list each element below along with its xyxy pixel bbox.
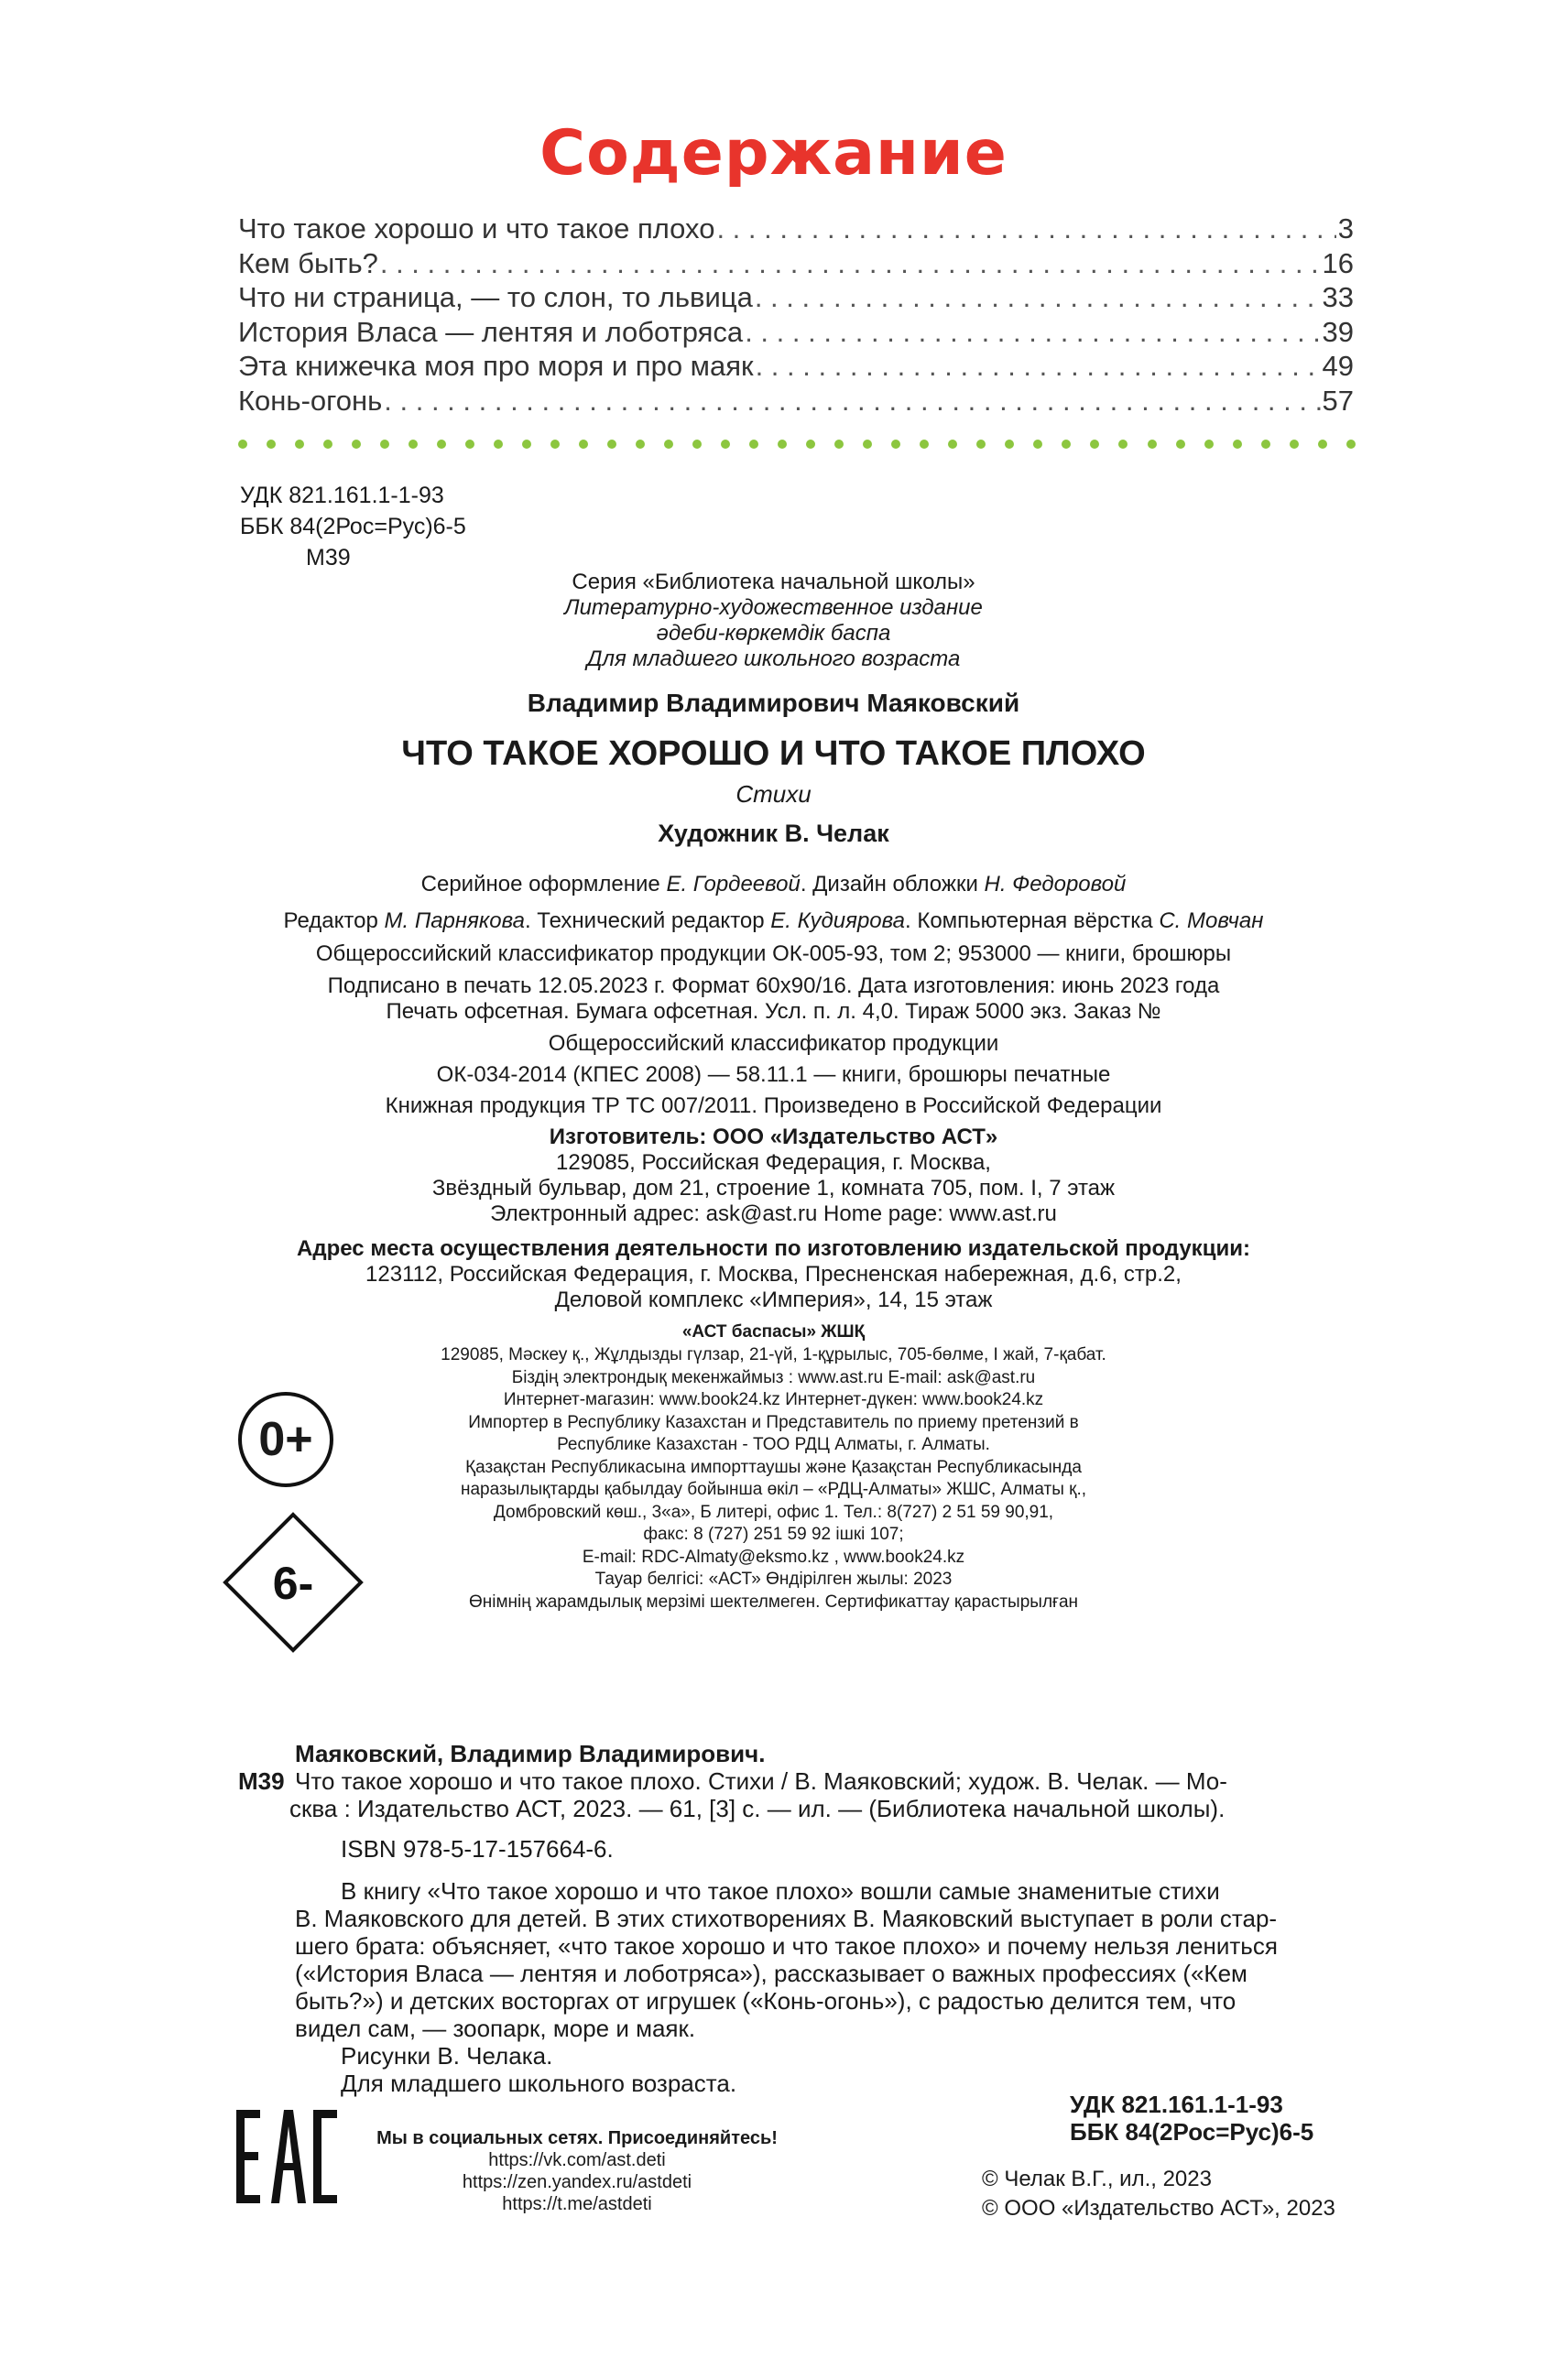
genre-line: Литературно-художественное издание: [564, 595, 983, 620]
toc-entry-page: 33: [1322, 281, 1354, 313]
green-dot: [1062, 440, 1071, 449]
social-link-telegram[interactable]: https://t.me/astdeti: [502, 2194, 652, 2214]
bbk-code: ББК 84(2Рос=Рус)6-5: [240, 514, 466, 539]
toc-entry-title: История Власа — лентяя и лоботряса: [238, 315, 744, 348]
toc-entry[interactable]: [238, 247, 1354, 282]
toc-entry-page: 39: [1322, 315, 1354, 348]
author-name: Владимир Владимирович Маяковский: [527, 689, 1020, 717]
bib-mark: М39: [238, 1767, 285, 1795]
age-rating-6-badge: [222, 1511, 365, 1654]
green-dot: [352, 440, 361, 449]
green-dot: [1318, 440, 1327, 449]
green-dot: [976, 440, 986, 449]
green-dot: [550, 440, 560, 449]
toc-entry[interactable]: [238, 212, 1354, 247]
kz-publisher-details: 129085, Мәскеу қ., Жұлдызды гүлзар, 21-үй, 1-құрылыс, 705-бөлме, I жай, 7-қабат. Біздің электрондық мекенжаймыз : www.ast.ru E-mail: ask@ast.ru Интернет-магазин: www.book24.kz Интернет-дүкен: www.book24.kz Импортер в Республику Казахстан и Представитель по приему претензий в Республике Казахстан - ТОО РДЦ Алматы, г. Алматы. Қазақстан Республикасына импорттаушы және Қазақстан Республикасында наразылықтарды қабылдау бойынша өкіл – «РДЦ-Алматы» ЖШС, Алматы қ., Домбровский көш., 3«а», Б литері, офис 1. Тел.: 8(727) 2 51 59 90,91, факс: 8 (727) 251 59 92 ішкі 107; E-mail: RDC-Almaty@eksmo.kz , www.book24.kz Тауар белгісі: «АСТ» Өндірілген жылы: 2023 Өнімнің жарамдылық мерзімі шектелмеген. Сертификаттау қарастырылған: [441, 1345, 1106, 1612]
social-link-vk[interactable]: https://vk.com/ast.deti: [488, 2150, 666, 2170]
manufacturer-head: Изготовитель: ООО «Издательство АСТ»: [549, 1125, 998, 1149]
classifier-details: Общероссийский классификатор продукции ОК-034-2014 (КПЕС 2008) — 58.11.1 — книги, брошюры печатные Книжная продукция ТР ТС 007/2011. Произведено в Российской Федерации: [385, 1031, 1162, 1118]
bib-record: Что такое хорошо и что такое плохо. Стихи / В. Маяковский; худож. В. Челак. — Мо- сква : Издательство АСТ, 2023. — 61, [3] с. — ил. — (Библиотека начальной школы).: [289, 1767, 1227, 1822]
green-dot: [1033, 440, 1042, 449]
table-of-contents: [238, 212, 1354, 418]
diamond-shape-icon: [222, 1511, 365, 1654]
green-dot: [1204, 440, 1214, 449]
social-links: [348, 2127, 806, 2215]
green-dot: [607, 440, 616, 449]
green-dot: [437, 440, 446, 449]
toc-entry-page: 49: [1322, 350, 1354, 382]
editor-credits: Редактор М. Парнякова. Технический редактор Е. Кудиярова. Компьютерная вёрстка С. Мовчан: [283, 908, 1264, 933]
isbn: ISBN 978-5-17-157664-6.: [341, 1835, 614, 1863]
genre-kz-line: әдеби-көркемдік баспа: [656, 621, 891, 646]
green-dot: [238, 440, 247, 449]
book-title: ЧТО ТАКОЕ ХОРОШО И ЧТО ТАКОЕ ПЛОХО: [401, 734, 1146, 773]
toc-entry-title: Что ни страница, — то слон, то львица: [238, 281, 753, 313]
green-dot: [465, 440, 474, 449]
green-dot: [834, 440, 844, 449]
bib-head: Маяковский, Владимир Владимирович.: [295, 1740, 766, 1767]
green-dot: [749, 440, 758, 449]
green-dot: [494, 440, 503, 449]
toc-leader: [380, 247, 1321, 280]
classification-codes: [240, 480, 466, 573]
green-dot: [636, 440, 645, 449]
green-dot: [664, 440, 673, 449]
green-dot: [948, 440, 957, 449]
toc-entry[interactable]: [238, 385, 1354, 419]
social-link-zen[interactable]: https://zen.yandex.ru/astdeti: [462, 2172, 692, 2192]
print-details: Общероссийский классификатор продукции ОК-005-93, том 2; 953000 — книги, брошюры Подписано в печать 12.05.2023 г. Формат 60x90/16. Дата изготовления: июнь 2023 года Печать офсетная. Бумага офсетная. Усл. п. л. 4,0. Тираж 5000 экз. Заказ №: [315, 941, 1232, 1024]
toc-entry-page: 3: [1337, 212, 1354, 245]
toc-entry-title: Конь-огонь: [238, 384, 383, 417]
green-dot: [1176, 440, 1185, 449]
toc-leader: [755, 281, 1321, 314]
bottom-classification-codes: УДК 821.161.1-1-93 ББК 84(2Рос=Рус)6-5: [1070, 2091, 1314, 2146]
age-rating-0-badge: 0+: [238, 1392, 333, 1487]
green-dot: [1148, 440, 1157, 449]
green-dot: [778, 440, 787, 449]
toc-entry-title: Эта книжечка моя про моря и про маяк: [238, 350, 754, 382]
toc-entry[interactable]: [238, 350, 1354, 385]
book-subtitle: Стихи: [735, 780, 812, 808]
toc-entry[interactable]: [238, 316, 1354, 351]
green-dot: [1261, 440, 1270, 449]
green-dot: [380, 440, 389, 449]
manufacturer-address: 129085, Российская Федерация, г. Москва, Звёздный бульвар, дом 21, строение 1, комната 705, пом. I, 7 этаж Электронный адрес: ask@ast.ru Home page: www.ast.ru: [431, 1150, 1116, 1226]
toc-leader: [745, 316, 1320, 349]
green-dot: [891, 440, 900, 449]
eac-mark-icon: [236, 2106, 337, 2212]
toc-entry-title: Что такое хорошо и что такое плохо: [238, 212, 715, 245]
green-dot: [920, 440, 929, 449]
social-head: Мы в социальных сетях. Присоединяйтесь!: [376, 2128, 778, 2148]
green-dot: [1290, 440, 1299, 449]
toc-leader: [756, 350, 1321, 383]
green-dot: [267, 440, 276, 449]
toc-entry[interactable]: [238, 281, 1354, 316]
contents-title: Содержание: [539, 117, 1008, 190]
green-dot: [1118, 440, 1128, 449]
green-dot: [295, 440, 304, 449]
green-dot-divider: [238, 440, 1356, 452]
toc-entry-page: 57: [1322, 384, 1354, 417]
toc-leader: [716, 212, 1335, 245]
green-dot: [863, 440, 872, 449]
green-dot: [1233, 440, 1242, 449]
series-line: Серия «Библиотека начальной школы»: [572, 570, 975, 594]
green-dot: [1005, 440, 1014, 449]
svg-text:6-: 6-: [272, 1558, 314, 1609]
age-line: Для младшего школьного возраста: [586, 647, 961, 671]
artist-line: Художник В. Челак: [658, 820, 889, 847]
toc-entry-title: Кем быть?: [238, 246, 378, 279]
production-address: 123112, Российская Федерация, г. Москва, Пресненская набережная, д.6, стр.2, Деловой комплекс «Империя», 14, 15 этаж: [365, 1262, 1182, 1312]
green-dot: [806, 440, 815, 449]
copyright-notice: © Челак В.Г., ил., 2023 © ООО «Издательство АСТ», 2023: [982, 2167, 1335, 2221]
green-dot: [522, 440, 531, 449]
green-dot: [1346, 440, 1356, 449]
green-dot: [579, 440, 588, 449]
toc-leader: [384, 385, 1320, 418]
design-credits: Серийное оформление Е. Гордеевой. Дизайн обложки Н. Федоровой: [420, 872, 1127, 897]
svg-text:EAC: EAC: [236, 2106, 239, 2107]
author-mark: М39: [306, 545, 351, 571]
green-dot: [692, 440, 702, 449]
udk-code: УДК 821.161.1-1-93: [240, 483, 444, 508]
production-address-head: Адрес места осуществления деятельности по изготовлению издательской продукции:: [297, 1236, 1250, 1261]
kz-publisher-head: «АСТ баспасы» ЖШҚ: [681, 1322, 866, 1342]
green-dot: [323, 440, 332, 449]
green-dot: [721, 440, 730, 449]
annotation: В книгу «Что такое хорошо и что такое плохо» вошли самые знаменитые стихи В. Маяковского для детей. В этих стихотворениях В. Маяковский выступает в роли стар- шего брата: объясняет, «что такое хорошо и что такое плохо» и почему нельзя лениться («История Власа — лентяя и лоботряса»), рассказывает о важных профессиях («Кем быть?») и детских восторгах от игрушек («Конь-огонь»), с радостью делится тем, что видел сам, — зоопарк, море и маяк. Рисунки В. Челака. Для младшего школьного возраста.: [295, 1877, 1278, 2097]
toc-entry-page: 16: [1322, 246, 1354, 279]
green-dot: [1090, 440, 1099, 449]
green-dot: [409, 440, 418, 449]
